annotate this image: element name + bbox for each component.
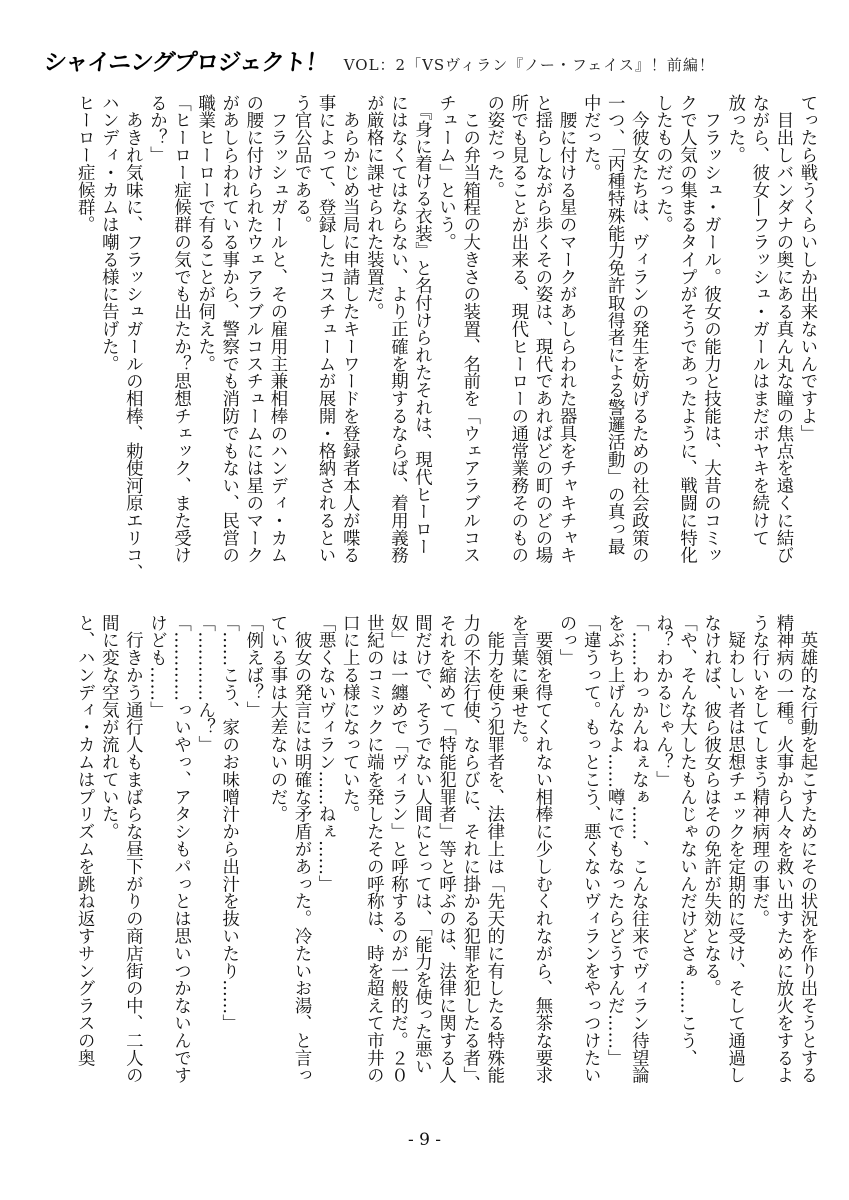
- text-column: チューム」という。: [435, 94, 456, 251]
- lower-text-block: [69, 614, 819, 1114]
- text-column: と、ハンディ・カムはプリズムを跳ね返すサングラスの奥: [74, 614, 95, 1067]
- text-column: フラッシュガールと、その雇用主兼相棒のハンディ・カム: [266, 94, 287, 564]
- text-column: う官公品である。: [291, 94, 312, 234]
- text-column: 奴」は一纏めで「ヴィラン」と呼称するのが一般的だ。２０: [387, 614, 408, 1084]
- text-column: 能力を使う犯罪者を、法律上は「先天的に有したる特殊能: [483, 614, 504, 1084]
- text-column: にはなくてはならない、より正確を期するならば、着用義務: [387, 94, 408, 564]
- text-column: 間に変な空気が流れていた。: [98, 614, 119, 841]
- text-column: 口に上る様になっていた。: [339, 614, 360, 823]
- text-column: この弁当箱程の大きさの装置、名前を「ウェアラブルコス: [459, 94, 480, 564]
- text-column: 疑わしい者は思想チェックを定期的に受け、そして通過し: [724, 614, 745, 1084]
- text-column: 「や、そんな大したもんじゃないんだけどさぁ……こう、: [676, 614, 697, 1067]
- page-number: - 9 -: [407, 1130, 442, 1150]
- text-column: 今彼女たちは、ヴィランの発生を妨げるための社会政策の: [628, 94, 649, 564]
- text-column: 放った。: [724, 94, 745, 164]
- text-column: それを縮めて「特能犯罪者」等と呼ぶのは、法律に関する人: [435, 614, 456, 1084]
- text-column: 職業ヒーローで有ることが伺えた。: [194, 94, 215, 373]
- text-column: したものだった。: [652, 94, 673, 234]
- text-column: 腰に付ける星のマークがあしらわれた器具をチャキチャキ: [556, 94, 577, 564]
- text-column: 英雄的な行動を起こすためにその状況を作り出そうとする: [797, 614, 817, 1084]
- text-column: けども……」: [146, 614, 167, 719]
- text-column: クで人気の集まるタイプがそうであったように、戦闘に特化: [676, 94, 697, 564]
- text-column: 要領を得てくれない相棒に少しむくれながら、無茶な要求: [531, 614, 552, 1084]
- text-column: ハンディ・カムは嘲る様に告げた。: [98, 94, 119, 373]
- text-column: 行きかう通行人もまばらな昼下がりの商店街の中、二人の: [122, 614, 143, 1084]
- text-column: 『身に着ける衣装』と名付けられたそれは、現代ヒーロー: [411, 94, 432, 556]
- text-column: うな行いをしてしまう精神病理の事だ。: [748, 614, 769, 928]
- text-column: ヒーロー症候群。: [74, 94, 95, 234]
- text-column: てったら戦うくらいしか出来ないんですよ」: [797, 94, 817, 442]
- text-column: をぶち上げんなよ……噂にでもなったらどうすんだ……」: [604, 614, 625, 1067]
- text-column: を言葉に乗せた。: [507, 614, 528, 754]
- text-column: 「ヒーロー症候群の気でも出たか？思想チェック、また受け: [170, 94, 191, 564]
- text-column: のっ」: [556, 614, 577, 667]
- text-column: るか？」: [146, 94, 167, 164]
- text-column: があしらわれている事から、警察でも消防でもない、民営の: [218, 94, 239, 564]
- text-column: 事によって、登録したコスチュームが展開・格納されるとい: [315, 94, 336, 564]
- text-column: なければ、彼ら彼女らはその免許が失効となる。: [700, 614, 721, 997]
- text-column: が厳格に課せられた装置だ。: [363, 94, 384, 321]
- text-column: 所でも見ることが出来る、現代ヒーローの通常業務そのもの: [507, 94, 528, 564]
- text-column: あらかじめ当局に申請したキーワードを登録者本人が喋る: [339, 94, 360, 564]
- text-column: 力の不法行使、ならびに、それに掛かる犯罪を犯したる者」、: [459, 614, 480, 1093]
- text-column: の腰に付けられたウェアラブルコスチュームには星のマーク: [242, 94, 263, 564]
- text-column: 「……わっかんねぇなぁ……、こんな往来でヴィラン待望論: [628, 614, 649, 1084]
- text-column: 一つ、「丙種特殊能力免許取得者による警邏活動」の真っ最: [604, 94, 625, 556]
- text-column: 目出しバンダナの奥にある真ん丸な瞳の焦点を遠くに結び: [772, 94, 793, 564]
- text-column: あきれ気味に、フラッシュガールの相棒、勅使河原エリコ、: [122, 94, 143, 582]
- text-column: と揺らしながら歩くその姿は、現代であればどの町のどの場: [531, 94, 552, 564]
- text-column: 彼女の発言には明確な矛盾があった。冷たいお湯、と言っ: [291, 614, 312, 1084]
- text-column: 世紀のコミックに端を発したその呼称は、時を超えて市井の: [363, 614, 384, 1084]
- text-column: ている事は大差ないのだ。: [266, 614, 287, 823]
- text-column: 「例えば？」: [242, 614, 263, 719]
- text-column: 「…………っいやっ、アタシもパっとは思いつかないんです: [170, 614, 191, 1084]
- text-column: フラッシュ・ガール。彼女の能力と技能は、大昔のコミッ: [700, 94, 721, 564]
- series-logo: シャイニングプロジェクト！: [42, 50, 329, 76]
- text-column: 「違うって。もっとこう、悪くないヴィランをやっつけたい: [580, 614, 601, 1084]
- text-column: 中だった。: [580, 94, 601, 181]
- text-column: ね？わかるじゃん？」: [652, 614, 673, 788]
- upper-text-block: [69, 94, 819, 589]
- text-column: 間だけで、そうでない人間にとっては、「能力を使った悪い: [411, 614, 432, 1076]
- text-column: ながら、彼女―フラッシュ・ガールはまだボヤキを続けて: [748, 94, 769, 547]
- text-column: 「悪くないヴィラン……ねぇ……」: [315, 614, 336, 893]
- text-column: 精神病の一種。火事から人々を救い出すために放火をするよ: [772, 614, 793, 1084]
- text-column: の姿だった。: [483, 94, 504, 199]
- text-column: 「……こう、家のお味噌汁から出汁を抜いたり……」: [218, 614, 239, 1032]
- chapter-title: VOL：2「VSヴィラン『ノー・フェイス』！前編！: [343, 56, 715, 74]
- running-header: [44, 44, 715, 77]
- text-column: 「…………ん？」: [194, 614, 215, 754]
